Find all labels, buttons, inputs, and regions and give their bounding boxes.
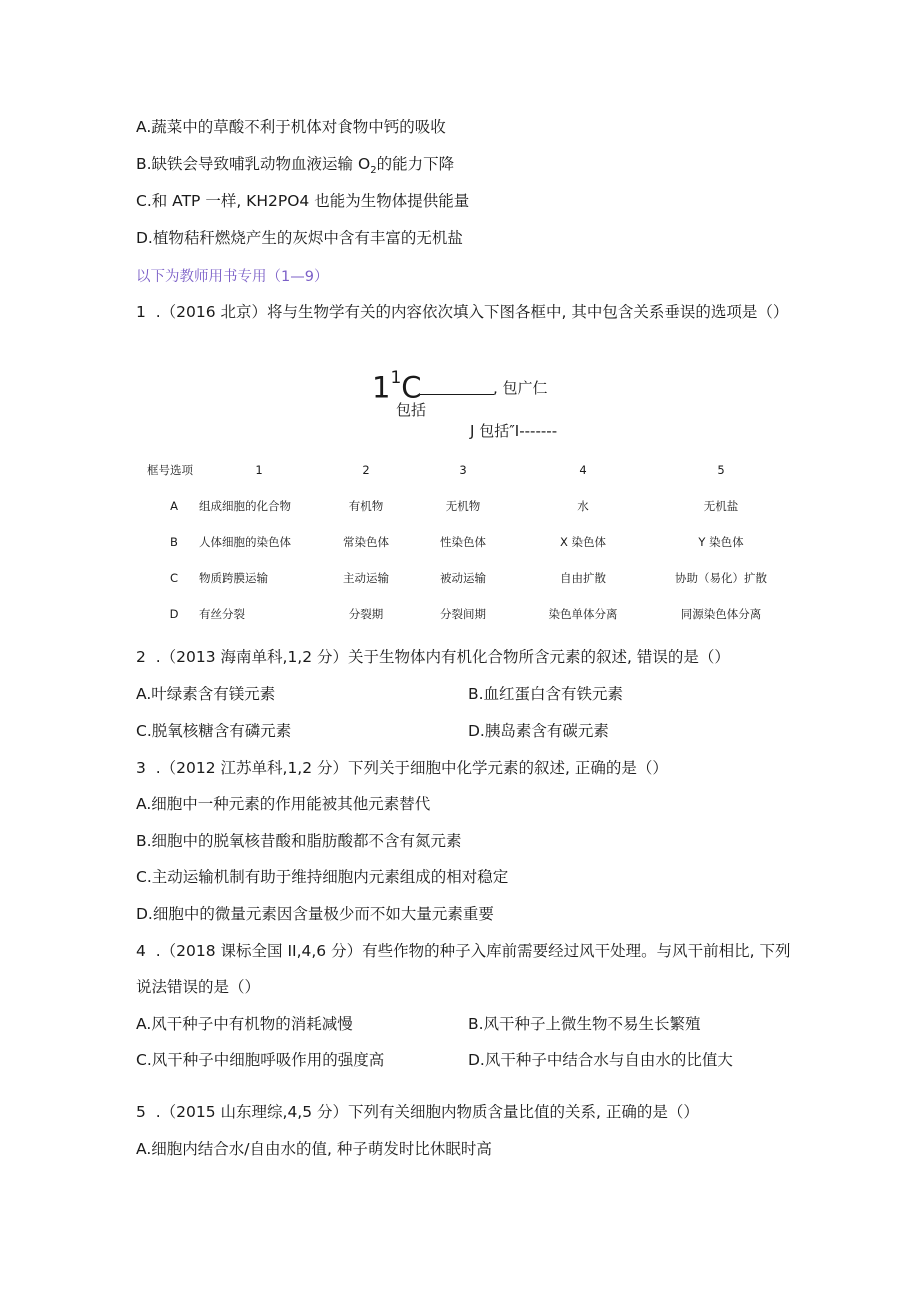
q3-option-a: A.细胞中一种元素的作用能被其他元素替代	[136, 795, 431, 813]
diagram-heading	[372, 366, 422, 404]
option-c-prev: C.和 ATP 一样, KH2PO4 也能为生物体提供能量	[136, 192, 470, 210]
option-b-subscript: 2	[370, 165, 377, 177]
q2-option-d: D.胰岛素含有碳元素	[468, 722, 609, 740]
q3-option-d: D.细胞中的微量元素因含量极少而不如大量元素重要	[136, 905, 494, 923]
table-cell: 染色单体分离	[548, 607, 618, 621]
diagram-sup: 1	[390, 368, 402, 388]
table-cell: 分裂间期	[440, 607, 486, 621]
q4-option-a: A.风干种子中有机物的消耗减慢	[136, 1015, 353, 1033]
table-header-2: 2	[362, 463, 370, 477]
diagram-underline	[420, 394, 494, 395]
q2-option-a: A.叶绿素含有镁元素	[136, 685, 276, 703]
table-header-5: 5	[717, 463, 725, 477]
option-b-text: B.缺铁会导致哺乳动物血液运输 O	[136, 155, 371, 173]
q2-option-c: C.脱氧核糖含有磷元素	[136, 722, 292, 740]
table-cell: 物质跨膜运输	[199, 571, 268, 585]
option-a-prev: A.蔬菜中的草酸不利于机体对食物中钙的吸收	[136, 118, 446, 136]
table-header-3: 3	[459, 463, 467, 477]
table-header-option: 框号选项	[147, 463, 193, 477]
table-cell: 主动运输	[343, 571, 389, 585]
table-cell: 有机物	[348, 499, 384, 513]
q3-option-c: C.主动运输机制有助于维持细胞内元素组成的相对稳定	[136, 868, 509, 886]
table-cell: 协助（易化）扩散	[675, 571, 767, 585]
table-header-4: 4	[579, 463, 587, 477]
option-b-prev	[136, 154, 454, 181]
table-cell: 自由扩散	[560, 571, 606, 585]
q2-option-b: B.血红蛋白含有铁元素	[468, 685, 624, 703]
q4-stem-line1: 4 .（2018 课标全国 II,4,6 分）有些作物的种子入库前需要经过风干处理。与风干前相比, 下列	[136, 942, 791, 960]
q2-stem: 2 .（2013 海南单科,1,2 分）关于生物体内有机化合物所含元素的叙述, 错误的是（）	[136, 648, 730, 666]
table-row-c-label: C	[169, 571, 179, 585]
table-cell: 组成细胞的化合物	[199, 499, 291, 513]
q4-option-b: B.风干种子上微生物不易生长繁殖	[468, 1015, 701, 1033]
diagram-label-include: 包括	[396, 401, 427, 419]
table-cell: X 染色体	[559, 535, 607, 549]
table-cell: 无机盐	[703, 499, 739, 513]
teacher-note: 以下为教师用书专用（1—9）	[136, 269, 329, 285]
diagram-big-digit: 1	[372, 370, 391, 405]
diagram-line2: J 包括″I-------	[470, 422, 558, 440]
diagram-right-text: , 包广仁	[493, 379, 548, 397]
q5-stem: 5 .（2015 山东理综,4,5 分）下列有关细胞内物质含量比值的关系, 正确的是（）	[136, 1103, 699, 1121]
q3-stem: 3 .（2012 江苏单科,1,2 分）下列关于细胞中化学元素的叙述, 正确的是（）	[136, 759, 668, 777]
table-cell: Y 染色体	[698, 535, 744, 549]
table-cell: 分裂期	[348, 607, 384, 621]
q5-option-a: A.细胞内结合水/自由水的值, 种子萌发时比休眠时高	[136, 1140, 492, 1158]
table-cell: 人体细胞的染色体	[199, 535, 291, 549]
q3-option-b: B.细胞中的脱氧核昔酸和脂肪酸都不含有氮元素	[136, 832, 462, 850]
table-cell: 性染色体	[440, 535, 486, 549]
table-row-d-label: D	[169, 607, 179, 621]
table-cell: 水	[577, 499, 589, 513]
table-cell: 同源染色体分离	[680, 607, 762, 621]
table-header-1: 1	[255, 463, 263, 477]
table-cell: 被动运输	[440, 571, 486, 585]
table-cell: 常染色体	[343, 535, 389, 549]
option-b-text-end: 的能力下降	[376, 155, 455, 173]
option-d-prev: D.植物秸秆燃烧产生的灰烬中含有丰富的无机盐	[136, 229, 463, 247]
q4-stem-line2: 说法错误的是（）	[136, 978, 261, 996]
q1-stem: 1 .（2016 北京）将与生物学有关的内容依次填入下图各框中, 其中包含关系垂误的选项是（）	[136, 303, 789, 321]
table-cell: 有丝分裂	[199, 607, 245, 621]
table-row-a-label: A	[170, 499, 178, 513]
table-row-b-label: B	[170, 535, 178, 549]
q4-option-d: D.风干种子中结合水与自由水的比值大	[468, 1051, 733, 1069]
diagram-big-letter: C	[401, 370, 422, 405]
table-cell: 无机物	[445, 499, 481, 513]
q4-option-c: C.风干种子中细胞呼吸作用的强度高	[136, 1051, 385, 1069]
